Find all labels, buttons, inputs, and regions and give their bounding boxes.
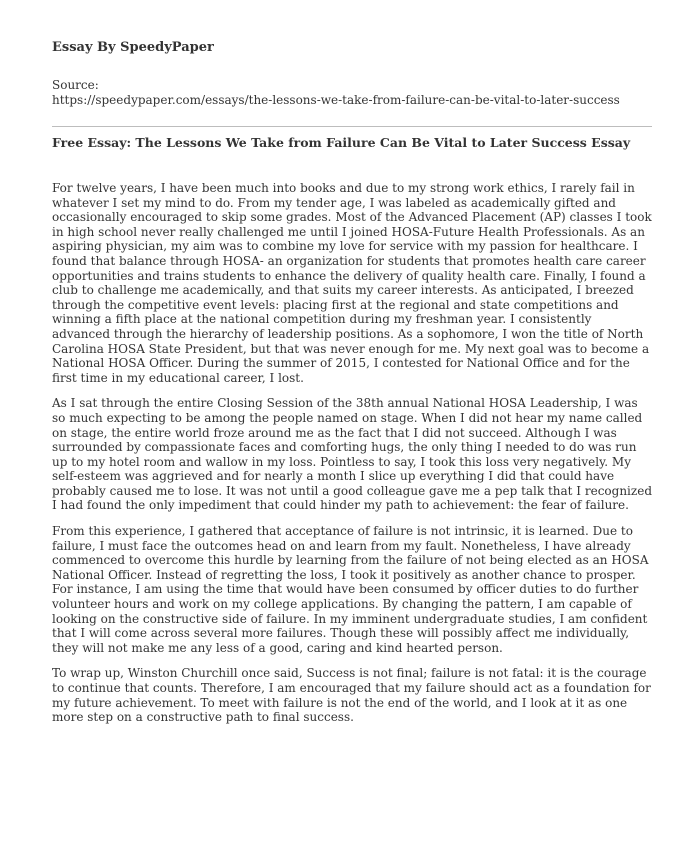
header-divider bbox=[52, 126, 652, 127]
essay-body bbox=[52, 181, 652, 725]
essay-paragraph: To wrap up, Winston Churchill once said, Success is not final; failure is not fatal: it is the courage to continue that counts. Therefore, I am encouraged that my failure should act as a foundation for my future achievement. To meet with failure is not the end of the world, and I look at it as one more step on a constructive path to final success. bbox=[52, 666, 651, 725]
source-label: Source: bbox=[52, 78, 99, 92]
essay-paragraph: As I sat through the entire Closing Session of the 38th annual National HOSA Leadership, I was so much expecting to be among the people named on stage. When I did not hear my name called on stage, the entire world froze around me as the fact that I did not succeed. Although I was surrounded by compassionate faces and comforting hugs, the only thing I needed to do was run up to my hotel room and wallow in my loss. Pointless to say, I took this loss very negatively. My self-esteem was aggrieved and for nearly a month I slice up everything I did that could have probably caused me to lose. It was not until a good colleague gave me a pep talk that I recognized I had found the only impediment that could hinder my path to achievement: the fear of failure. bbox=[52, 396, 652, 513]
source-url: https://speedypaper.com/essays/the-lessons-we-take-from-failure-can-be-vital-to-later-success bbox=[52, 93, 620, 107]
document-header-title: Essay By SpeedyPaper bbox=[52, 40, 214, 55]
essay-paragraph: From this experience, I gathered that acceptance of failure is not intrinsic, it is learned. Due to failure, I must face the outcomes head on and learn from my fault. Nonetheless, I have already commenced to overcome this hurdle by learning from the failure of not being elected as an HOSA National Officer. Instead of regretting the loss, I took it positively as another chance to prosper. For instance, I am using the time that would have been consumed by officer duties to do further volunteer hours and work on my college applications. By changing the pattern, I am capable of looking on the constructive side of failure. In my imminent undergraduate studies, I am confident that I will come across several more failures. Though these will possibly affect me individually, they will not make me any less of a good, caring and kind hearted person. bbox=[52, 524, 649, 655]
essay-paragraph: For twelve years, I have been much into books and due to my strong work ethics, I rarely fail in whatever I set my mind to do. From my tender age, I was labeled as academically gifted and occasionally encouraged to skip some grades. Most of the Advanced Placement (AP) classes I took in high school never really challenged me until I joined HOSA-Future Health Professionals. As an aspiring physician, my aim was to combine my love for service with my passion for healthcare. I found that balance through HOSA- an organization for students that promotes health care career opportunities and trains students to enhance the delivery of quality health care. Finally, I found a club to challenge me academically, and that suits my career interests. As anticipated, I breezed through the competitive event levels: placing first at the regional and state competitions and winning a fifth place at the national competition during my freshman year. I consistently advanced through the hierarchy of leadership positions. As a sophomore, I won the title of North Carolina HOSA State President, but that was never enough for me. My next goal was to become a National HOSA Officer. During the summer of 2015, I contested for National Office and for the first time in my educational career, I lost. bbox=[52, 181, 652, 385]
essay-title: Free Essay: The Lessons We Take from Failure Can Be Vital to Later Success Essay bbox=[52, 135, 631, 150]
document-page bbox=[52, 40, 652, 736]
